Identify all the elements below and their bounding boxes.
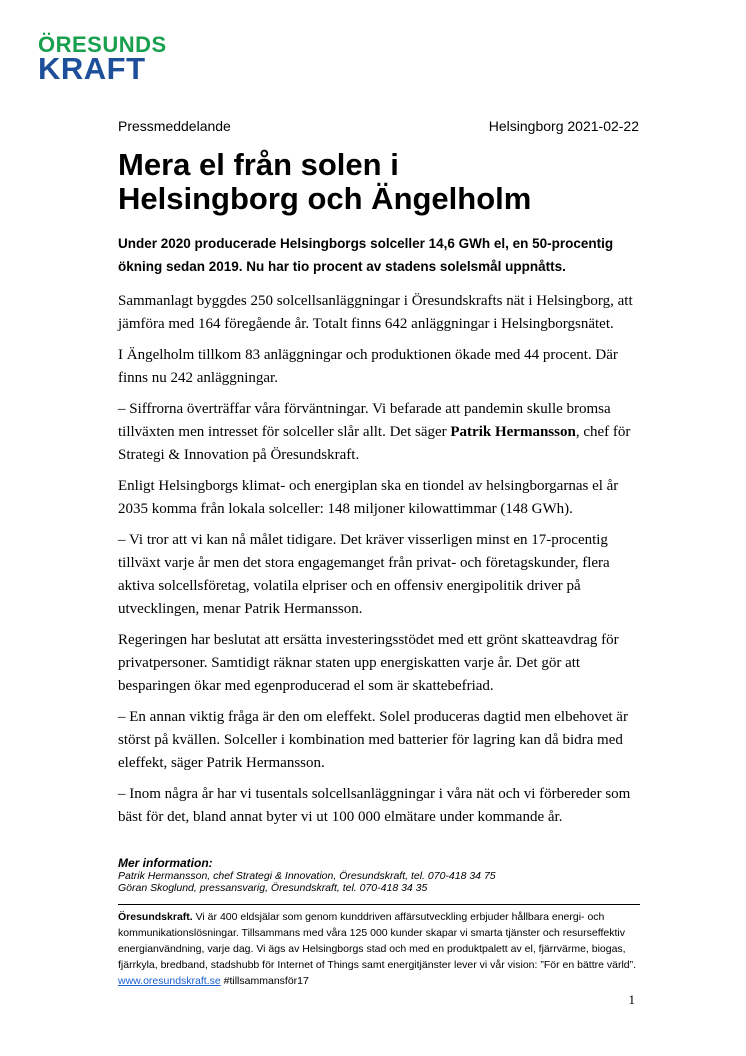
title-line-2: Helsingborg och Ängelholm bbox=[118, 181, 532, 216]
footer-divider bbox=[118, 904, 640, 905]
paragraph-6: Regeringen har beslutat att ersätta investeringsstödet med ett grönt skatteavdrag för privatpersoner. Samtidigt räknar staten upp energiskatten varje år. Det gör att besparingen ökar med egenproducerad el som är skattebefriad. bbox=[118, 632, 619, 694]
title-line-1: Mera el från solen i bbox=[118, 147, 399, 182]
oresundskraft-logo bbox=[38, 32, 167, 86]
doc-type: Pressmeddelande bbox=[118, 118, 231, 134]
contact-info bbox=[118, 856, 638, 894]
contact-line-1: Patrik Hermansson, chef Strategi & Innovation, Öresundskraft, tel. 070-418 34 75 bbox=[118, 870, 496, 882]
page-number: 1 bbox=[628, 992, 635, 1007]
paragraph-3 bbox=[118, 398, 648, 467]
paragraph-4: Enligt Helsingborgs klimat- och energiplan ska en tiondel av helsingborgarnas el år 2035 komma från lokala solceller: 148 miljoner kilowattimmar (148 GWh). bbox=[118, 478, 619, 517]
paragraph-3-pre: – Siffrorna överträffar våra förväntningar. Vi befarade att pandemin skulle bromsa tillväxten men intresset för solceller slår allt. Det säger bbox=[118, 401, 611, 440]
page-title bbox=[118, 148, 658, 216]
logo-line-kraft: KRAFT bbox=[38, 51, 146, 86]
article-body bbox=[118, 290, 648, 837]
logo-line-oresunds: ÖRESUNDS bbox=[38, 32, 167, 57]
paragraph-3-post: , chef för Strategi & Innovation på Öresundskraft. bbox=[118, 424, 631, 463]
company-footer bbox=[118, 909, 640, 989]
contact-line-2: Göran Skoglund, pressansvarig, Öresundskraft, tel. 070-418 34 35 bbox=[118, 882, 428, 894]
footer-hashtag: #tillsammansför17 bbox=[220, 975, 309, 987]
lead-paragraph: Under 2020 producerade Helsingborgs solceller 14,6 GWh el, en 50-procentig ökning sedan 2019. Nu har tio procent av stadens solelsmål uppnåtts. bbox=[118, 236, 614, 274]
footer-company: Öresundskraft. bbox=[118, 911, 193, 923]
paragraph-7: – En annan viktig fråga är den om eleffekt. Solel produceras dagtid men elbehovet är störst på kvällen. Solceller i kombination med batterier för lagring kan då bidra med eleffekt, säger Patrik Hermansson. bbox=[118, 709, 628, 771]
paragraph-8: – Inom några år har vi tusentals solcellsanläggningar i våra nät och vi förbereder som bäst för det, bland annat byter vi ut 100 000 elmätare under kommande år. bbox=[118, 786, 631, 825]
footer-text: Vi är 400 eldsjälar som genom kunddriven affärsutveckling erbjuder hållbara energi- och kommunikationslösningar. Tillsammans med våra 125 000 kunder skapar vi smarta tjänster och resurseffektiv energianvändning, varje dag. Vi ägs av Helsingborgs stad och med en produktpalett av el, fjärrvärme, biogas, fjärrkyla, bredband, stadshubb för Internet of Things samt energitjänster lever vi vår vision: ”För en bättre värld”. bbox=[118, 911, 637, 971]
paragraph-2: I Ängelholm tillkom 83 anläggningar och produktionen ökade med 44 procent. Där finns nu 242 anläggningar. bbox=[118, 347, 618, 386]
paragraph-1: Sammanlagt byggdes 250 solcellsanläggningar i Öresundskrafts nät i Helsingborg, att jämföra med 164 föregående år. Totalt finns 642 anläggningar i Helsingborgsnätet. bbox=[118, 293, 633, 332]
website-link[interactable]: www.oresundskraft.se bbox=[118, 975, 221, 987]
place-date: Helsingborg 2021-02-22 bbox=[488, 118, 639, 134]
person-name: Patrik Hermansson bbox=[450, 424, 576, 440]
paragraph-5: – Vi tror att vi kan nå målet tidigare. Det kräver visserligen minst en 17-procentig tillväxt varje år men det stora engagemanget från privat- och företagskunder, flera aktiva solcellsföretag, volatila elpriser och en offensiv energipolitik driver på utvecklingen, menar Patrik Hermansson. bbox=[118, 532, 610, 617]
contact-heading: Mer information: bbox=[118, 856, 213, 870]
